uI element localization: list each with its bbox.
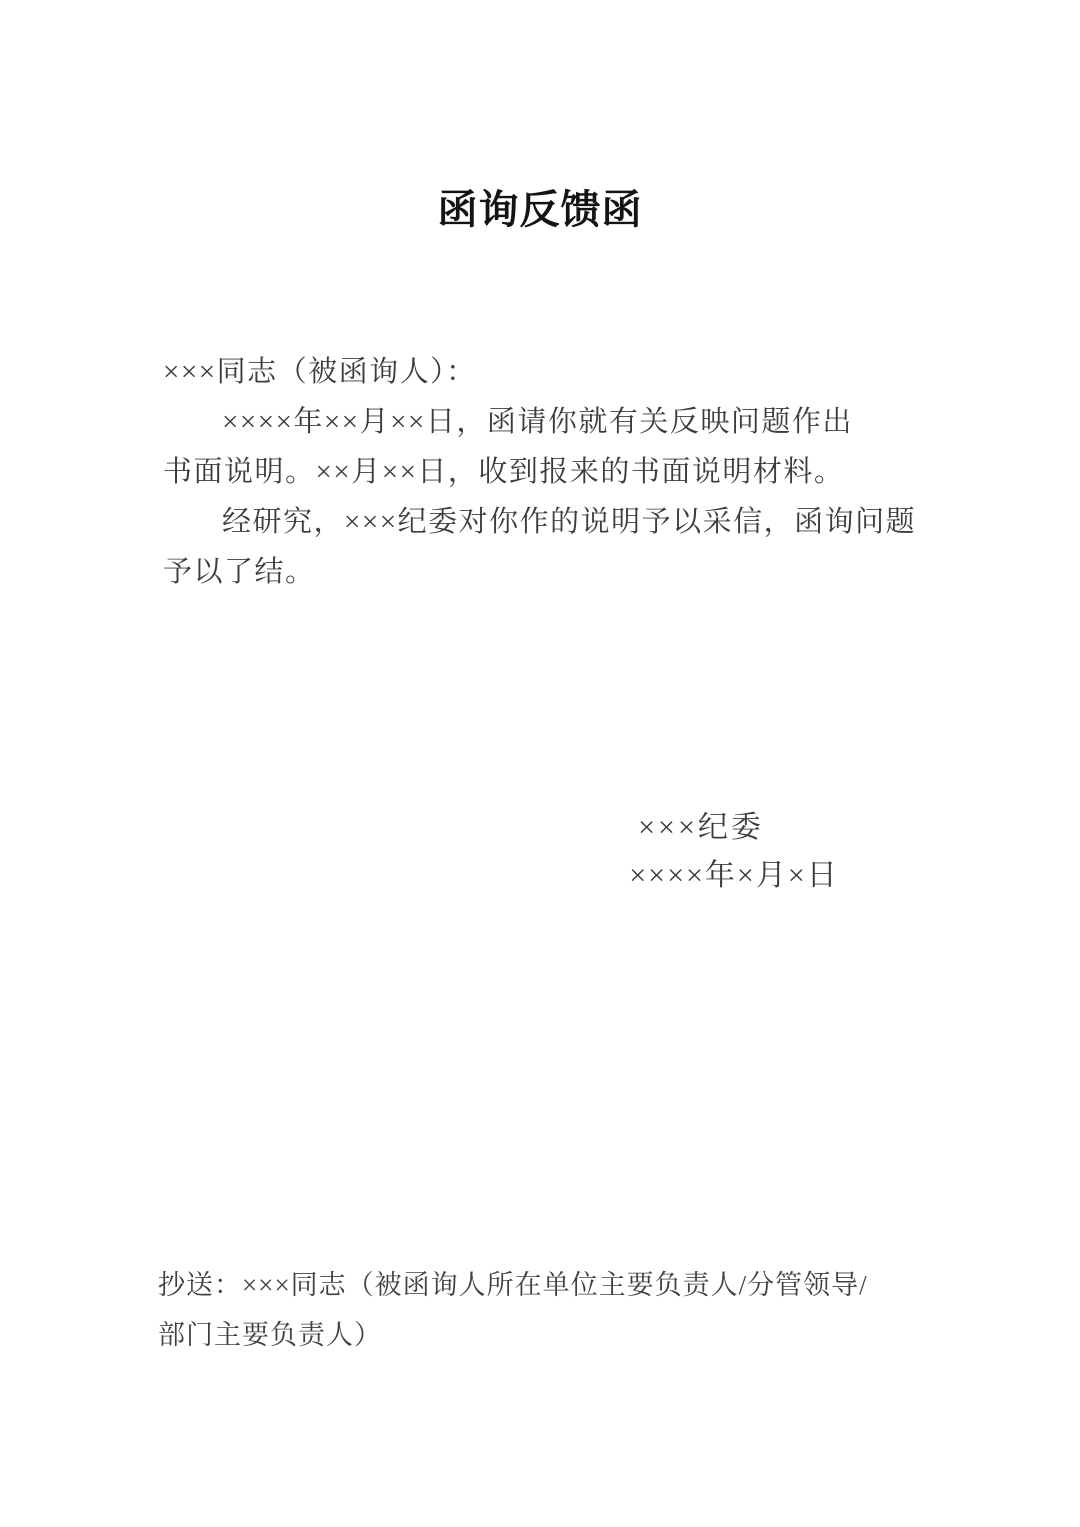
- body-line: 经研究，×××纪委对你作的说明予以采信，函询问题: [222, 506, 917, 538]
- document-title: 函询反馈函: [437, 188, 643, 232]
- body-line: 予以了结。: [163, 556, 316, 588]
- body-paragraphs: [163, 347, 963, 597]
- cc-note-line: 抄送：×××同志（被函询人所在单位主要负责人/分管领导/: [158, 1270, 868, 1300]
- signature-organization: ×××纪委: [638, 811, 764, 844]
- cc-note-line: 部门主要负责人）: [158, 1320, 382, 1350]
- signature-date: ××××年×月×日: [629, 859, 839, 892]
- cc-note: [158, 1260, 958, 1360]
- body-line: 书面说明。××月××日，收到报来的书面说明材料。: [163, 456, 845, 488]
- salutation-line: ×××同志（被函询人）：: [163, 356, 477, 388]
- body-line: ××××年××月××日，函请你就有关反映问题作出: [222, 406, 853, 438]
